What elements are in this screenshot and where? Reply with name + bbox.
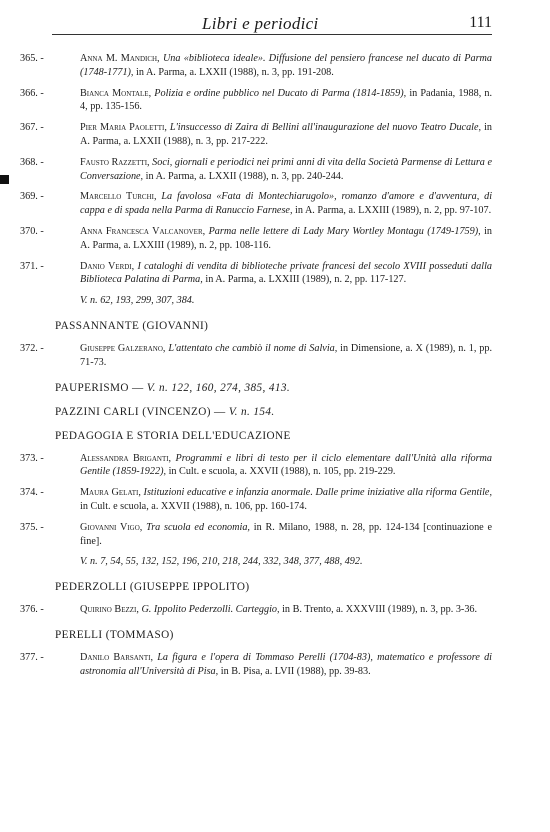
entry-number: 365. - [20, 53, 44, 64]
bibliography-entry [20, 342, 492, 370]
entry-source: in Cult. e scuola, a. XXVII (1988), n. 106, pp. 160-174. [80, 500, 307, 512]
entry-author: Alessandra Briganti, [80, 452, 172, 464]
entry-number: 369. - [20, 191, 44, 203]
margin-marker-icon [0, 175, 9, 184]
bibliography-entry [20, 260, 492, 288]
entry-source: in A. Parma, a. LXXII (1988), n. 3, pp. 217-222. [80, 122, 493, 147]
entry-source: in A. Parma, a. LXXII (1988), n. 3, pp. 191-208. [136, 66, 334, 78]
entry-title: L'insuccesso di Zaira di Bellini all'inaugurazione del nuovo Teatro Ducale, [169, 122, 482, 134]
bibliography-entry [20, 87, 492, 115]
section-heading [20, 382, 492, 394]
entry-title: La favolosa «Fata di Montechiarugolo», romanzo d'amore e d'avventura, di cappa e di spada nella Parma di Ranuccio Farnese, [80, 191, 493, 217]
entry-source: in Dimensione, a. X (1989), n. 1, pp. 71-73. [80, 342, 492, 368]
bibliography-entry [20, 486, 492, 514]
bibliography-entry [20, 521, 492, 549]
entry-number: 375. - [20, 521, 44, 533]
entry-author: Bianca Montale, [80, 87, 152, 99]
entry-source: in A. Parma, a. LXXIII (1989), n. 2, pp. 117-127. [205, 274, 407, 286]
entry-source: in Cult. e scuola, a. XXVII (1988), n. 105, pp. 219-229. [168, 466, 396, 478]
entry-number: 373. - [20, 452, 44, 464]
entry-number: 377. - [20, 651, 44, 663]
entry-author: Pier Maria Paoletti, [80, 122, 167, 134]
running-title: Libri e periodici [202, 14, 319, 33]
entry-number: 366. - [20, 87, 44, 99]
entry-author: Giuseppe Galzerano, [80, 342, 166, 354]
cross-reference: V. n. 122, 160, 274, 385, 413. [146, 381, 291, 394]
entry-author: Marcello Turchi, [80, 191, 157, 203]
entry-number: 372. - [20, 342, 44, 354]
bibliography-entry [20, 452, 492, 480]
entry-author: Giovanni Vigo, [80, 521, 143, 533]
entry-title: Programmi e libri di testo per il ciclo elementare dall'Unità alla riforma Gentile (1859-1922), [80, 452, 493, 478]
cross-reference: V. n. 62, 193, 299, 307, 384. [80, 295, 195, 307]
entry-title: L'attentato che cambiò il nome di Salvia, [168, 342, 338, 354]
entry-title: Tra scuola ed economia, [146, 521, 250, 533]
entry-source: in R. Milano, 1988, n. 28, pp. 124-134 [continuazione e fine]. [80, 521, 492, 547]
entry-number: 367. - [20, 122, 44, 134]
entry-source: in A. Parma, a. LXXIII (1989), n. 2, pp. 108-116. [80, 225, 493, 251]
bibliography-entry [20, 121, 492, 149]
entry-source: in A. Parma, a. LXXIII (1989), n. 2, pp. 97-107. [295, 205, 492, 217]
entry-author: Danio Verdi, [80, 260, 135, 272]
header-rule [52, 34, 492, 35]
section-heading: PERELLI (TOMMASO) [55, 628, 174, 641]
entry-title: Soci, giornali e periodici nei primi anni di vita della Società Parmense di Lettura e Conversazione, [80, 156, 492, 182]
bibliography-list [20, 52, 492, 686]
entry-number: 370. - [20, 225, 44, 237]
entry-number: 371. - [20, 260, 44, 272]
bibliography-entry [20, 190, 492, 218]
entry-number: 376. - [20, 604, 44, 616]
entry-author: Quirino Bezzi, [80, 604, 139, 616]
entry-title: G. Ippolito Pederzolli. Carteggio, [141, 604, 280, 616]
section-heading-label: PAUPERISMO — [55, 381, 144, 394]
entry-author: Anna M. Mandich, [80, 53, 160, 64]
bibliography-entry [20, 52, 492, 80]
bibliography-entry [20, 156, 492, 184]
entry-title: I cataloghi di vendita di biblioteche private francesi del secolo XVIII posseduti dalla Biblioteca Palatina di Parma, [80, 260, 493, 286]
bibliography-entry [20, 651, 492, 679]
page-header [52, 10, 492, 36]
entry-title: La figura e l'opera di Tommaso Perelli (1704-83), matematico e professore di astronomia all'Università di Pisa, [80, 651, 493, 677]
section-heading: PASSANNANTE (GIOVANNI) [55, 319, 209, 332]
bibliography-entry [20, 225, 492, 253]
entry-author: Maura Gelati, [80, 487, 141, 499]
entry-source: in A. Parma, a. LXXII (1988), n. 3, pp. 240-244. [145, 170, 344, 182]
bibliography-entry [20, 603, 492, 617]
entry-source: in B. Trento, a. XXXVIII (1989), n. 3, pp. 3-36. [282, 604, 478, 616]
section-heading: PEDAGOGIA E STORIA DELL'EDUCAZIONE [55, 429, 291, 442]
entry-number: 374. - [20, 487, 44, 499]
cross-reference: V. n. 154. [228, 405, 275, 418]
entry-author: Anna Francesca Valcanover, [80, 225, 206, 237]
entry-title: Istituzioni educative e infanzia anormale. Dalle prime iniziative alla riforma Gentile, [143, 487, 493, 499]
entry-title: Parma nelle lettere di Lady Mary Wortley Montagu (1749-1759), [208, 225, 481, 237]
section-heading: PEDERZOLLI (GIUSEPPE IPPOLITO) [55, 581, 250, 594]
page-number: 111 [469, 14, 492, 31]
entry-author: Danilo Barsanti, [80, 651, 154, 663]
entry-title: Polizia e ordine pubblico nel Ducato di Parma (1814-1859), [154, 87, 407, 99]
cross-reference: V. n. 7, 54, 55, 132, 152, 196, 210, 218, 244, 332, 348, 377, 488, 492. [80, 556, 363, 568]
entry-number: 368. - [20, 156, 44, 168]
section-heading [20, 406, 492, 418]
entry-title: Una «biblioteca ideale». Diffusione del pensiero francese nel ducato di Parma (1748-1771), [80, 53, 492, 78]
entry-source: in B. Pisa, a. LVII (1988), pp. 39-83. [220, 665, 371, 677]
entry-source: in Padania, 1988, n. 4, pp. 135-156. [80, 87, 493, 113]
section-heading-label: PAZZINI CARLI (VINCENZO) — [55, 405, 226, 418]
entry-author: Fausto Razzetti, [80, 156, 150, 168]
